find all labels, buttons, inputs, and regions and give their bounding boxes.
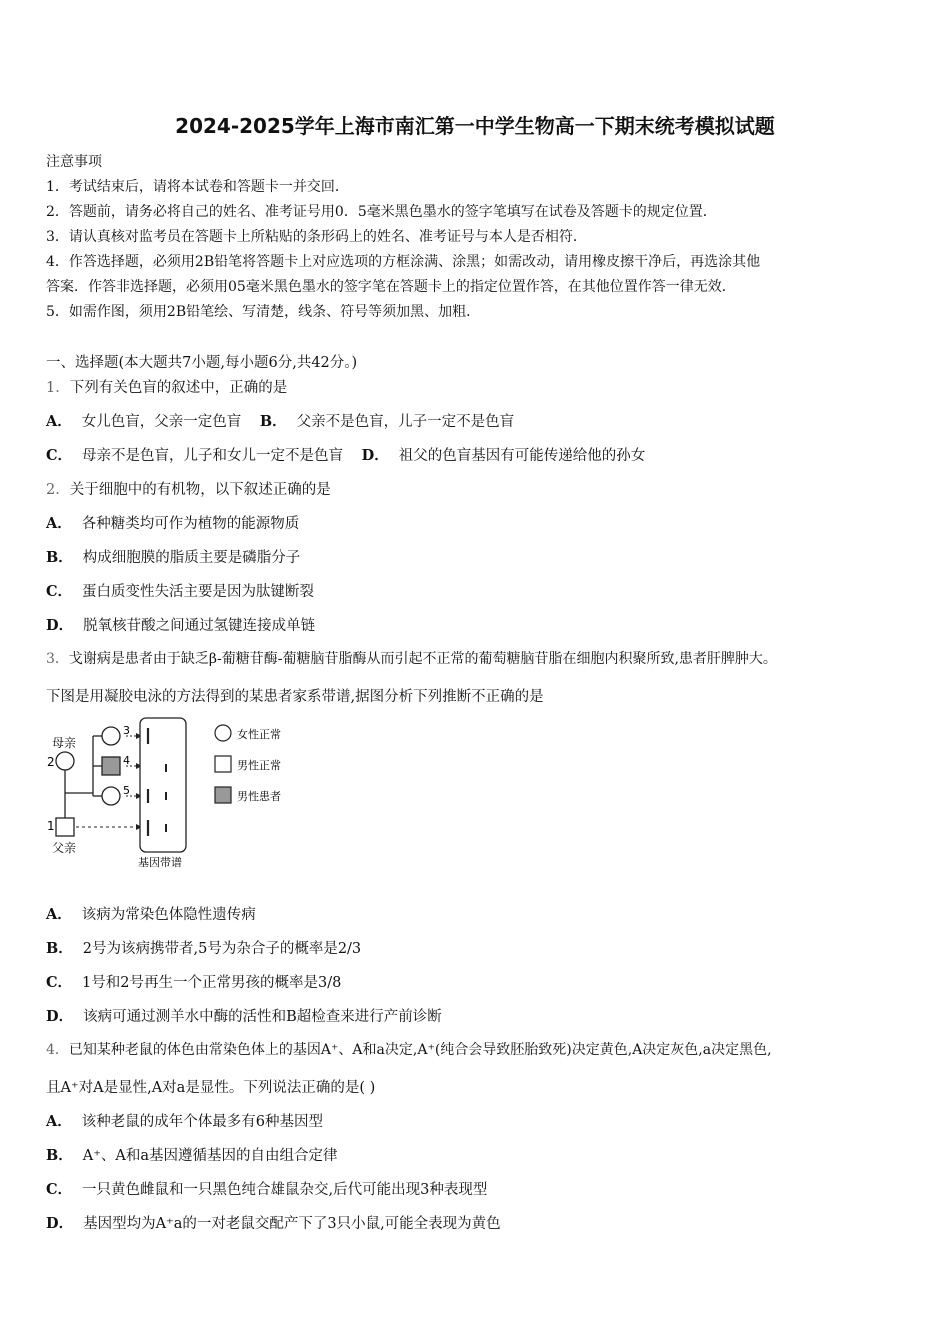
question-2-option-d: D． 脱氧核苷酸之间通过氢键连接成单链 xyxy=(46,617,316,634)
section-heading: 一、选择题(本大题共7小题,每小题6分,共42分。) xyxy=(46,355,358,371)
question-4-option-d: D． 基因型均为A⁺a的一对老鼠交配产下了3只小鼠,可能全表现为黄色 xyxy=(46,1215,501,1232)
question-2-option-b: B． 构成细胞膜的脂质主要是磷脂分子 xyxy=(46,549,301,566)
mother-label: 母亲 xyxy=(52,736,77,750)
option-a: 女儿色盲，父亲一定色盲 xyxy=(81,414,242,430)
offspring-4-symbol xyxy=(102,757,120,775)
pedigree-figure xyxy=(40,712,310,872)
number-3: 3 xyxy=(123,724,130,737)
question-number: 4． xyxy=(46,1042,69,1058)
question-4-stem-line-1: 4．已知某种老鼠的体色由常染色体上的基因A⁺、A和a决定,A⁺(纯合会导致胚胎致死)决定黄色,A决定灰色,a决定黑色, xyxy=(46,1042,772,1058)
number-1: 1 xyxy=(47,819,55,833)
legend-female-normal-symbol xyxy=(215,725,231,741)
option-c: 母亲不是色盲，儿子和女儿一定不是色盲 xyxy=(82,448,344,464)
question-2-option-c: C． 蛋白质变性失活主要是因为肽键断裂 xyxy=(46,583,315,600)
legend-female-normal: 女性正常 xyxy=(237,728,281,741)
question-1-stem: 1．下列有关色盲的叙述中，正确的是 xyxy=(46,380,288,396)
notice-item: 5．如需作图，须用2B铅笔绘、写清楚，线条、符号等须加黑、加粗． xyxy=(46,304,481,320)
question-2-option-a: A． 各种糖类均可作为植物的能源物质 xyxy=(46,515,300,532)
option-d: 祖父的色盲基因有可能传递给他的孙女 xyxy=(398,448,646,464)
question-number: 3． xyxy=(46,651,69,667)
notice-item: 3．请认真核对监考员在答题卡上所粘贴的条形码上的姓名、准考证号与本人是否相符． xyxy=(46,229,587,245)
question-3-option-a: A． 该病为常染色体隐性遗传病 xyxy=(46,906,256,923)
legend-male-patient-symbol xyxy=(215,787,231,803)
number-2: 2 xyxy=(47,755,55,769)
gel-lane-box xyxy=(140,718,186,852)
question-3-option-d: D． 该病可通过测羊水中酶的活性和B超检查来进行产前诊断 xyxy=(46,1008,442,1025)
question-3-stem-line-1: 3．戈谢病是患者由于缺乏β-葡糖苷酶-葡糖脑苷脂酶从而引起不正常的葡萄糖脑苷脂在细胞内积聚所致,患者肝脾肿大。 xyxy=(46,651,777,667)
question-number: 2． xyxy=(46,482,70,498)
question-3-stem-line-2: 下图是用凝胶电泳的方法得到的某患者家系带谱,据图分析下列推断不正确的是 xyxy=(46,689,544,705)
question-4-option-a: A． 该种老鼠的成年个体最多有6种基因型 xyxy=(46,1113,323,1130)
question-1-options-cd: C． 母亲不是色盲，儿子和女儿一定不是色盲 D． 祖父的色盲基因有可能传递给他的孙女 xyxy=(46,447,646,464)
question-3-option-c: C． 1号和2号再生一个正常男孩的概率是3/8 xyxy=(46,974,342,991)
question-3-option-b: B． 2号为该病携带者,5号为杂合子的概率是2/3 xyxy=(46,940,362,957)
question-4-stem-line-2: 且A⁺对A是显性,A对a是显性。下列说法正确的是( ) xyxy=(46,1080,376,1096)
question-2-stem: 2．关于细胞中的有机物，以下叙述正确的是 xyxy=(46,482,331,498)
notice-heading: 注意事项 xyxy=(46,154,102,170)
notice-item: 答案．作答非选择题，必须用05毫米黑色墨水的签字笔在答题卡上的指定位置作答，在其他位置作答一律无效． xyxy=(46,279,736,295)
notice-item: 2．答题前，请务必将自己的姓名、准考证号用0．5毫米黑色墨水的签字笔填写在试卷及答题卡的规定位置． xyxy=(46,204,717,220)
question-4-option-b: B． A⁺、A和a基因遵循基因的自由组合定律 xyxy=(46,1147,338,1164)
question-1-options-ab: A． 女儿色盲，父亲一定色盲 B． 父亲不是色盲，儿子一定不是色盲 xyxy=(46,413,515,430)
number-4: 4 xyxy=(123,754,130,767)
legend-male-patient: 男性患者 xyxy=(237,790,281,803)
question-number: 1． xyxy=(46,380,70,396)
notice-item: 1．考试结束后，请将本试卷和答题卡一并交回． xyxy=(46,179,349,195)
notice-item: 4．作答选择题，必须用2B铅笔将答题卡上对应选项的方框涂满、涂黑；如需改动，请用橡皮擦干净后，再选涂其他 xyxy=(46,254,761,270)
question-4-option-c: C． 一只黄色雌鼠和一只黑色纯合雄鼠杂交,后代可能出现3种表现型 xyxy=(46,1181,488,1198)
mother-symbol xyxy=(56,752,74,770)
option-b: 父亲不是色盲，儿子一定不是色盲 xyxy=(296,414,515,430)
number-5: 5 xyxy=(123,784,130,797)
father-symbol xyxy=(56,818,74,836)
offspring-3-symbol xyxy=(102,727,120,745)
page-title: 2024-2025学年上海市南汇第一中学生物高一下期末统考模拟试题 xyxy=(175,114,775,138)
offspring-5-symbol xyxy=(102,787,120,805)
legend-male-normal-symbol xyxy=(215,756,231,772)
legend-male-normal: 男性正常 xyxy=(237,759,281,772)
band-label: 基因带谱 xyxy=(138,856,182,869)
father-label: 父亲 xyxy=(52,841,77,855)
